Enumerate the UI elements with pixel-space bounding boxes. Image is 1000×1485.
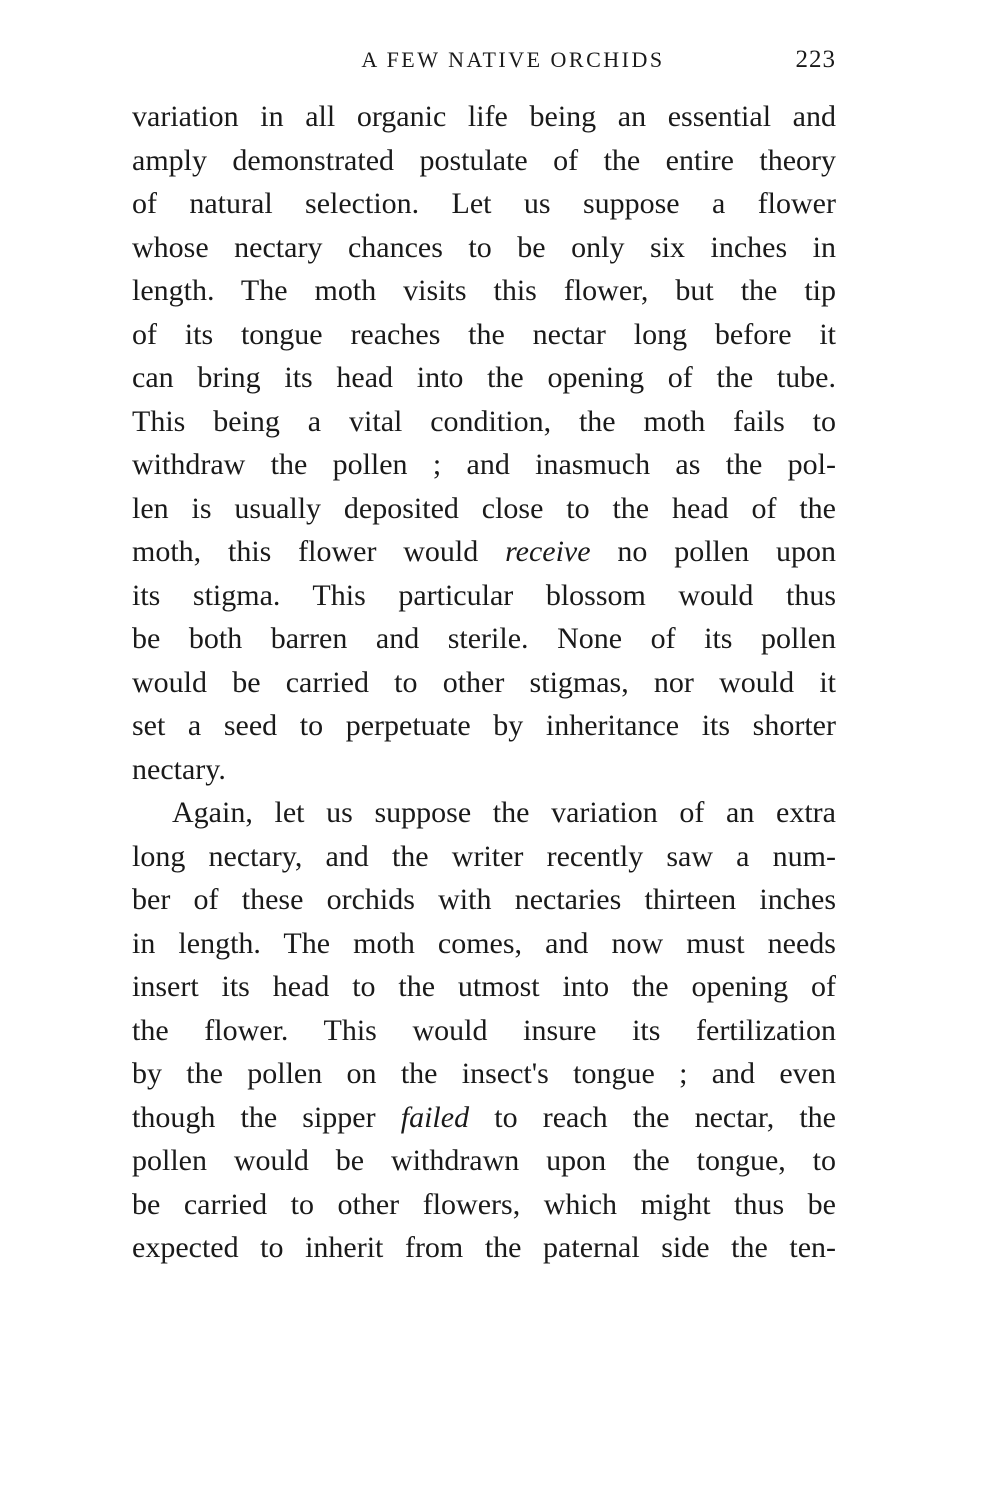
italic-word: receive [505, 535, 591, 568]
running-title-text: A FEW NATIVE ORCHIDS [361, 47, 665, 72]
text-line: amply demonstrated postulate of the entire theory [132, 143, 836, 177]
text-line: withdraw the pollen ; and inasmuch as the pol- [132, 448, 836, 481]
line-text-before: though the sipper [132, 1100, 401, 1134]
running-title [132, 42, 836, 78]
paragraph-1 [132, 95, 836, 791]
body-text [132, 95, 836, 1270]
text-line: by the pollen on the insect's tongue ; and even [132, 1057, 836, 1090]
text-line: the flower. This would insure its fertilization [132, 1013, 836, 1047]
text-line: ber of these orchids with nectaries thirteen inches [132, 883, 836, 916]
text-line: of natural selection. Let us suppose a flower [132, 187, 836, 220]
text-line: can bring its head into the opening of the tube. [132, 361, 836, 394]
text-line: be both barren and sterile. None of its pollen [132, 622, 836, 655]
text-line: length. The moth visits this flower, but the tip [132, 274, 836, 307]
text-line: set a seed to perpetuate by inheritance its shorter [132, 709, 836, 742]
running-head [132, 42, 836, 78]
line-text: len is usually deposited close to the head of the [132, 491, 836, 525]
paragraph-2 [132, 791, 836, 1270]
page-number: 223 [795, 46, 836, 73]
text-line: be carried to other flowers, which might thus be [132, 1187, 836, 1221]
text-line: in length. The moth comes, and now must needs [132, 926, 836, 960]
text-line: would be carried to other stigmas, nor would it [132, 665, 836, 699]
text-line: expected to inherit from the paternal side the ten- [132, 1231, 836, 1264]
text-line [132, 487, 836, 531]
text-line [132, 530, 836, 574]
text-line: insert its head to the utmost into the opening of [132, 970, 836, 1003]
text-line: of its tongue reaches the nectar long before it [132, 317, 836, 351]
line-text-after: no pollen upon [590, 535, 836, 568]
text-line: pollen would be withdrawn upon the tongue, to [132, 1144, 836, 1177]
italic-word: failed [400, 1100, 470, 1134]
text-line: whose nectary chances to be only six inches in [132, 230, 836, 264]
line-text-before: moth, this flower would [132, 535, 506, 568]
text-line: long nectary, and the writer recently saw a num- [132, 839, 836, 873]
text-line: Again, let us suppose the variation of an extra [172, 796, 836, 829]
text-line: This being a vital condition, the moth fails to [132, 404, 836, 438]
line-text-after: to reach the nectar, the [469, 1100, 836, 1134]
text-line: variation in all organic life being an essential and [132, 100, 836, 133]
text-line: its stigma. This particular blossom would thus [132, 578, 836, 612]
text-line [132, 1096, 836, 1140]
text-line: nectary. [132, 752, 226, 786]
